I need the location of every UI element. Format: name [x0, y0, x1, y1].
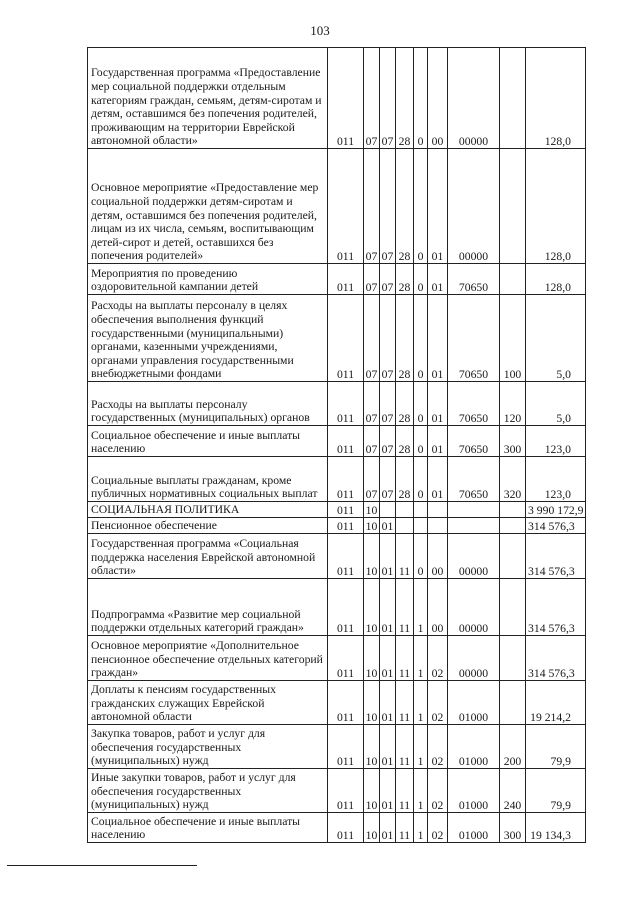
- row-event-code: 00: [428, 579, 448, 636]
- row-ministry-code: 011: [328, 48, 364, 149]
- row-expense-type-code: [500, 502, 526, 518]
- row-expense-type-code: [500, 48, 526, 149]
- footnote-separator: [7, 865, 197, 866]
- row-subprogram-code: [414, 502, 428, 518]
- row-subprogram-code: 1: [414, 725, 428, 769]
- row-expense-type-code: [500, 518, 526, 534]
- row-section-code: 07: [364, 48, 380, 149]
- row-subprogram-code: 1: [414, 579, 428, 636]
- row-program-code: 11: [396, 769, 414, 813]
- row-expense-type-code: [500, 264, 526, 295]
- table-row: [88, 149, 586, 264]
- row-event-code: 00: [428, 534, 448, 579]
- row-subsection-code: 01: [380, 769, 396, 813]
- row-amount: 79,9: [526, 725, 586, 769]
- row-expense-type-code: 100: [500, 295, 526, 382]
- row-subprogram-code: 0: [414, 264, 428, 295]
- row-subsection-code: 01: [380, 725, 396, 769]
- row-subprogram-code: 1: [414, 813, 428, 843]
- row-ministry-code: 011: [328, 426, 364, 457]
- page-number: 103: [310, 23, 330, 38]
- row-section-code: 10: [364, 725, 380, 769]
- row-direction-code: 00000: [448, 636, 500, 681]
- row-program-code: 28: [396, 457, 414, 502]
- row-name: Подпрограмма «Развитие мер социальной поддержки отдельных категорий граждан»: [88, 579, 328, 636]
- row-name: Основное мероприятие «Предоставление мер социальной поддержки детям-сиротам и детям, оставшимся без попечения родителей, лицам из их числа, семьям, воспитывающим детей-сирот и детей, оставшихся без попечения родителей»: [88, 149, 328, 264]
- row-ministry-code: 011: [328, 813, 364, 843]
- row-program-code: 11: [396, 636, 414, 681]
- row-subprogram-code: [414, 518, 428, 534]
- row-amount: 128,0: [526, 149, 586, 264]
- row-direction-code: 70650: [448, 295, 500, 382]
- row-ministry-code: 011: [328, 725, 364, 769]
- row-event-code: [428, 518, 448, 534]
- row-direction-code: 70650: [448, 264, 500, 295]
- row-expense-type-code: [500, 579, 526, 636]
- budget-table: [87, 47, 586, 843]
- row-amount: 314 576,3: [526, 534, 586, 579]
- row-expense-type-code: 120: [500, 382, 526, 426]
- row-expense-type-code: [500, 681, 526, 725]
- row-subprogram-code: 0: [414, 534, 428, 579]
- table-row: [88, 295, 586, 382]
- row-subprogram-code: 0: [414, 382, 428, 426]
- row-event-code: 01: [428, 264, 448, 295]
- row-name: Основное мероприятие «Дополнительное пенсионное обеспечение отдельных категорий граждан»: [88, 636, 328, 681]
- row-subprogram-code: 1: [414, 769, 428, 813]
- row-expense-type-code: [500, 534, 526, 579]
- row-amount: 128,0: [526, 48, 586, 149]
- row-section-code: 10: [364, 502, 380, 518]
- row-subsection-code: 01: [380, 518, 396, 534]
- row-program-code: 11: [396, 681, 414, 725]
- row-direction-code: 01000: [448, 813, 500, 843]
- row-subprogram-code: 0: [414, 295, 428, 382]
- row-section-code: 07: [364, 295, 380, 382]
- row-name: Социальные выплаты гражданам, кроме публичных нормативных социальных выплат: [88, 457, 328, 502]
- row-direction-code: 70650: [448, 457, 500, 502]
- row-expense-type-code: 300: [500, 426, 526, 457]
- row-subprogram-code: 0: [414, 426, 428, 457]
- row-section-code: 10: [364, 769, 380, 813]
- row-event-code: 01: [428, 295, 448, 382]
- row-section-code: 07: [364, 382, 380, 426]
- table-row: [88, 534, 586, 579]
- row-subsection-code: 01: [380, 681, 396, 725]
- row-direction-code: 70650: [448, 426, 500, 457]
- row-name: Закупка товаров, работ и услуг для обеспечения государственных (муниципальных) нужд: [88, 725, 328, 769]
- table-row: [88, 502, 586, 518]
- row-event-code: 02: [428, 725, 448, 769]
- row-event-code: [428, 502, 448, 518]
- row-subsection-code: 07: [380, 149, 396, 264]
- row-section-code: 10: [364, 518, 380, 534]
- table-row: [88, 264, 586, 295]
- row-name: Иные закупки товаров, работ и услуг для обеспечения государственных (муниципальных) нужд: [88, 769, 328, 813]
- row-program-code: [396, 502, 414, 518]
- row-expense-type-code: [500, 636, 526, 681]
- row-expense-type-code: 240: [500, 769, 526, 813]
- table-body: [88, 48, 586, 843]
- row-subsection-code: 07: [380, 48, 396, 149]
- row-subprogram-code: 0: [414, 48, 428, 149]
- table-row: [88, 681, 586, 725]
- row-direction-code: 00000: [448, 48, 500, 149]
- row-ministry-code: 011: [328, 518, 364, 534]
- row-subprogram-code: 1: [414, 681, 428, 725]
- row-amount: 128,0: [526, 264, 586, 295]
- row-program-code: 28: [396, 48, 414, 149]
- row-direction-code: 01000: [448, 725, 500, 769]
- table-row: [88, 725, 586, 769]
- row-amount: 123,0: [526, 426, 586, 457]
- row-ministry-code: 011: [328, 769, 364, 813]
- row-expense-type-code: 320: [500, 457, 526, 502]
- row-ministry-code: 011: [328, 264, 364, 295]
- row-subsection-code: 07: [380, 295, 396, 382]
- row-program-code: 28: [396, 149, 414, 264]
- row-section-code: 07: [364, 426, 380, 457]
- row-subsection-code: 07: [380, 382, 396, 426]
- row-expense-type-code: 200: [500, 725, 526, 769]
- row-name: СОЦИАЛЬНАЯ ПОЛИТИКА: [88, 502, 328, 518]
- row-subsection-code: 01: [380, 636, 396, 681]
- row-subsection-code: 07: [380, 426, 396, 457]
- row-direction-code: 00000: [448, 579, 500, 636]
- row-direction-code: [448, 502, 500, 518]
- row-name: Социальное обеспечение и иные выплаты населению: [88, 813, 328, 843]
- row-expense-type-code: [500, 149, 526, 264]
- row-program-code: 11: [396, 813, 414, 843]
- row-subsection-code: [380, 502, 396, 518]
- row-program-code: 28: [396, 295, 414, 382]
- row-program-code: 28: [396, 264, 414, 295]
- row-amount: 5,0: [526, 295, 586, 382]
- row-ministry-code: 011: [328, 534, 364, 579]
- row-event-code: 02: [428, 813, 448, 843]
- row-subsection-code: 01: [380, 579, 396, 636]
- row-section-code: 07: [364, 457, 380, 502]
- table-row: [88, 813, 586, 843]
- row-amount: 19 214,2: [526, 681, 586, 725]
- table-row: [88, 518, 586, 534]
- row-direction-code: 00000: [448, 149, 500, 264]
- row-name: Пенсионное обеспечение: [88, 518, 328, 534]
- row-name: Государственная программа «Предоставление мер социальной поддержки отдельным категориям граждан, семьям, детям-сиротам и детям, оставшимся без попечения родителей, проживающим на территории Еврейской автономной области»: [88, 48, 328, 149]
- row-program-code: 28: [396, 382, 414, 426]
- row-name: Расходы на выплаты персоналу в целях обеспечения выполнения функций государственными (муниципальными) органами, казенными учреждениями, органами управления государственными внебюджетными фондами: [88, 295, 328, 382]
- row-subsection-code: 07: [380, 264, 396, 295]
- table-row: [88, 636, 586, 681]
- row-event-code: 00: [428, 48, 448, 149]
- row-direction-code: 01000: [448, 769, 500, 813]
- row-subsection-code: 07: [380, 457, 396, 502]
- row-ministry-code: 011: [328, 382, 364, 426]
- row-ministry-code: 011: [328, 457, 364, 502]
- row-name: Доплаты к пенсиям государственных гражданских служащих Еврейской автономной области: [88, 681, 328, 725]
- row-section-code: 07: [364, 264, 380, 295]
- row-direction-code: 01000: [448, 681, 500, 725]
- row-name: Мероприятия по проведению оздоровительной кампании детей: [88, 264, 328, 295]
- table-row: [88, 769, 586, 813]
- row-name: Расходы на выплаты персоналу государственных (муниципальных) органов: [88, 382, 328, 426]
- row-amount: 5,0: [526, 382, 586, 426]
- table-row: [88, 579, 586, 636]
- row-section-code: 10: [364, 534, 380, 579]
- row-section-code: 10: [364, 813, 380, 843]
- row-amount: 314 576,3: [526, 579, 586, 636]
- table-row: [88, 48, 586, 149]
- row-amount: 314 576,3: [526, 636, 586, 681]
- row-section-code: 07: [364, 149, 380, 264]
- row-section-code: 10: [364, 681, 380, 725]
- row-ministry-code: 011: [328, 502, 364, 518]
- table-row: [88, 457, 586, 502]
- table-row: [88, 426, 586, 457]
- row-subsection-code: 01: [380, 534, 396, 579]
- row-event-code: 02: [428, 769, 448, 813]
- row-subprogram-code: 0: [414, 149, 428, 264]
- row-event-code: 01: [428, 426, 448, 457]
- row-amount: 79,9: [526, 769, 586, 813]
- row-subsection-code: 01: [380, 813, 396, 843]
- row-subprogram-code: 0: [414, 457, 428, 502]
- row-name: Государственная программа «Социальная поддержка населения Еврейской автономной области»: [88, 534, 328, 579]
- row-program-code: 11: [396, 579, 414, 636]
- row-event-code: 01: [428, 457, 448, 502]
- row-expense-type-code: 300: [500, 813, 526, 843]
- row-program-code: 28: [396, 426, 414, 457]
- row-amount: 19 134,3: [526, 813, 586, 843]
- row-ministry-code: 011: [328, 295, 364, 382]
- row-ministry-code: 011: [328, 636, 364, 681]
- row-event-code: 01: [428, 149, 448, 264]
- row-program-code: 11: [396, 725, 414, 769]
- row-direction-code: 70650: [448, 382, 500, 426]
- row-ministry-code: 011: [328, 681, 364, 725]
- row-subprogram-code: 1: [414, 636, 428, 681]
- row-event-code: 02: [428, 681, 448, 725]
- row-amount: 123,0: [526, 457, 586, 502]
- row-event-code: 02: [428, 636, 448, 681]
- table-row: [88, 382, 586, 426]
- row-section-code: 10: [364, 579, 380, 636]
- row-program-code: 11: [396, 534, 414, 579]
- row-amount: 3 990 172,9: [526, 502, 586, 518]
- row-ministry-code: 011: [328, 579, 364, 636]
- row-event-code: 01: [428, 382, 448, 426]
- row-ministry-code: 011: [328, 149, 364, 264]
- row-section-code: 10: [364, 636, 380, 681]
- row-amount: 314 576,3: [526, 518, 586, 534]
- row-name: Социальное обеспечение и иные выплаты населению: [88, 426, 328, 457]
- row-direction-code: [448, 518, 500, 534]
- row-program-code: [396, 518, 414, 534]
- row-direction-code: 00000: [448, 534, 500, 579]
